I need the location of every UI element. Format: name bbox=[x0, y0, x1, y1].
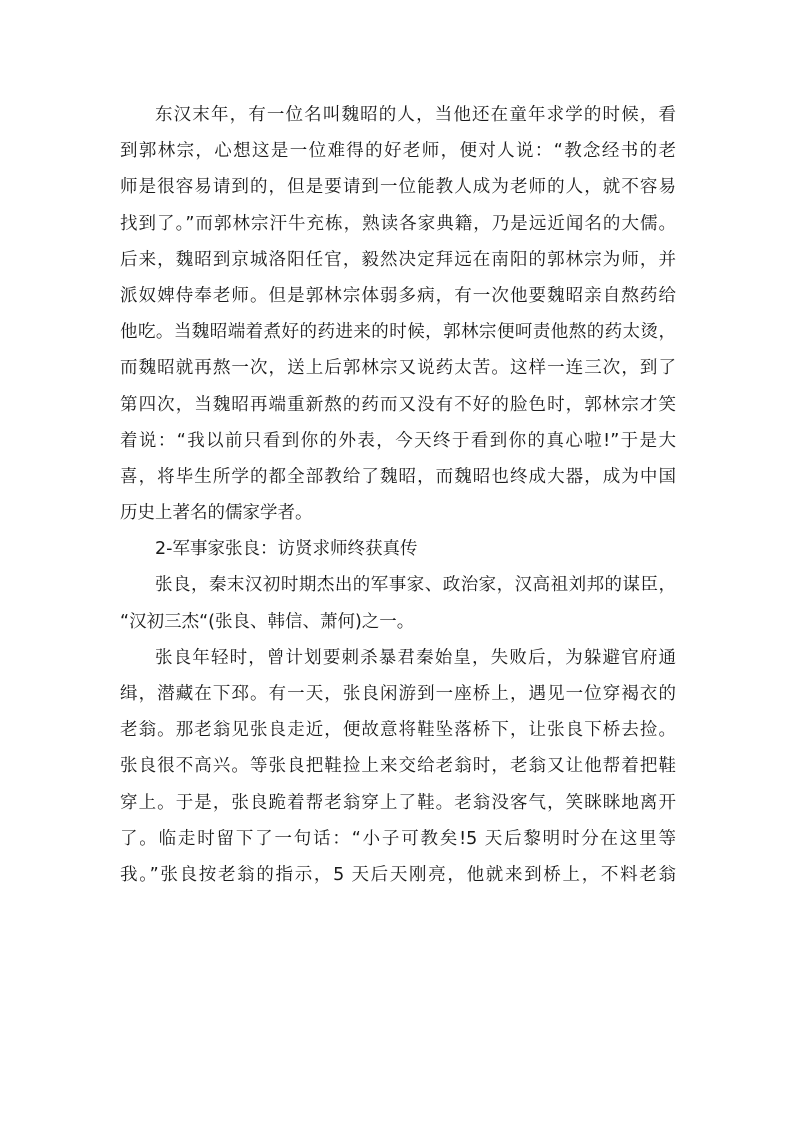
section-heading: 2-军事家张良：访贤求师终获真传 bbox=[155, 539, 418, 560]
text-line: 喜，将毕生所学的都全部教给了魏昭，而魏昭也终成大器，成为中国 bbox=[120, 466, 676, 487]
text-line: 缉，潜藏在下邳。有一天，张良闲游到一座桥上，遇见一位穿褐衣的 bbox=[120, 684, 676, 704]
text-line: 张良很不高兴。等张良把鞋捡上来交给老翁时，老翁又让他帮着把鞋 bbox=[120, 756, 676, 777]
text-line: 到郭林宗，心想这是一位难得的好老师，便对人说：“教念经书的老 bbox=[120, 141, 676, 162]
text-line: 着说：“我以前只看到你的外表，今天终于看到你的真心啦!”于是大 bbox=[120, 430, 676, 451]
text-line: 师是很容易请到的，但是要请到一位能教人成为老师的人，就不容易 bbox=[120, 177, 676, 198]
text-line: 历史上著名的儒家学者。 bbox=[120, 503, 313, 524]
text-line: 派奴婢侍奉老师。但是郭林宗体弱多病，有一次他要魏昭亲自熬药给 bbox=[120, 285, 676, 306]
text-line: 张良，秦末汉初时期杰出的军事家、政治家，汉高祖刘邦的谋臣， bbox=[155, 575, 676, 596]
text-line: 他吃。当魏昭端着煮好的药进来的时候，郭林宗便呵责他熬的药太烫， bbox=[120, 322, 676, 343]
text-line: 张良年轻时，曾计划要刺杀暴君秦始皇，失败后，为躲避官府通 bbox=[155, 647, 676, 668]
text-line: 东汉末年，有一位名叫魏昭的人，当他还在童年求学的时候，看 bbox=[155, 105, 676, 125]
text-line: “汉初三杰“(张良、韩信、萧何)之一。 bbox=[120, 611, 415, 632]
document-body bbox=[120, 97, 676, 893]
paragraph-zhangliang-story bbox=[120, 640, 676, 893]
text-line: 找到了。”而郭林宗汗牛充栋，熟读各家典籍，乃是远近闻名的大儒。 bbox=[120, 213, 676, 234]
text-line: 我。”张良按老翁的指示，5 天后天刚亮，他就来到桥上，不料老翁 bbox=[120, 864, 676, 885]
text-line: 老翁。那老翁见张良走近，便故意将鞋坠落桥下，让张良下桥去捡。 bbox=[120, 720, 676, 741]
text-line: 第四次，当魏昭再端重新熬的药而又没有不好的脸色时，郭林宗才笑 bbox=[120, 394, 676, 415]
text-line: 而魏昭就再熬一次，送上后郭林宗又说药太苦。这样一连三次，到了 bbox=[120, 358, 676, 379]
text-line: 后来，魏昭到京城洛阳任官，毅然决定拜远在南阳的郭林宗为师，并 bbox=[120, 249, 676, 270]
text-line: 穿上。于是，张良跪着帮老翁穿上了鞋。老翁没客气，笑眯眯地离开 bbox=[120, 792, 676, 813]
text-line: 了。临走时留下了一句话：“小子可教矣!5 天后黎明时分在这里等 bbox=[120, 828, 676, 849]
paragraph-zhangliang-intro bbox=[120, 567, 676, 639]
paragraph-weizhao-story bbox=[120, 97, 676, 531]
